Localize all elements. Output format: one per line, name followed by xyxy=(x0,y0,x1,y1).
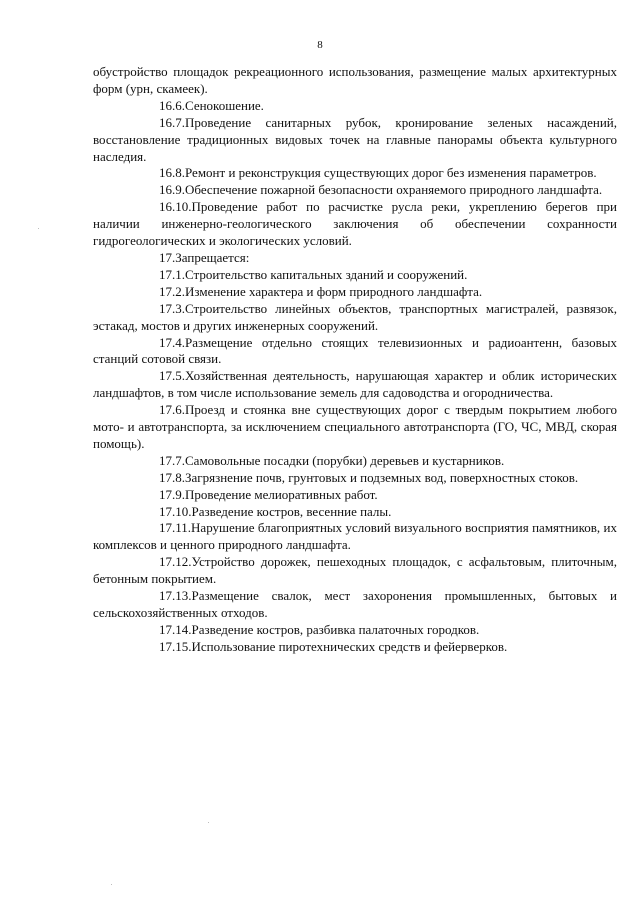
clause-text: Строительство капитальных зданий и сооружений. xyxy=(185,266,468,282)
scan-speck xyxy=(208,822,209,823)
clause-number: 16.8. xyxy=(159,165,185,181)
clause-17-14 xyxy=(93,622,617,639)
clause-number: 17.6. xyxy=(159,402,185,418)
clause-16-6 xyxy=(93,98,617,115)
clause-number: 17.14. xyxy=(159,621,192,637)
clause-number: 17.7. xyxy=(159,452,185,468)
clause-text: Разведение костров, весенние палы. xyxy=(191,503,392,519)
clause-text: Устройство дорожек, пешеходных площадок, с асфальтовым, плиточным, бетонным покрытием. xyxy=(93,554,617,587)
clause-17-10 xyxy=(93,504,617,521)
page-number: 8 xyxy=(317,39,323,51)
clause-number: 17.5. xyxy=(159,368,185,384)
paragraph-text: обустройство площадок рекреационного использования, размещение малых архитектурных форм (урн, скамеек). xyxy=(93,64,617,96)
clause-text: Размещение свалок, мест захоронения промышленных, бытовых и сельскохозяйственных отходов. xyxy=(93,588,617,620)
clause-17-7 xyxy=(93,453,617,470)
clause-number: 16.10. xyxy=(159,199,192,215)
clause-text: Сенокошение. xyxy=(185,97,264,113)
clause-17-12 xyxy=(93,554,617,588)
clause-17-5 xyxy=(93,368,617,402)
clause-17-3 xyxy=(93,301,617,335)
clause-number: 17.2. xyxy=(159,283,185,299)
clause-16-9 xyxy=(93,182,617,199)
clause-17-2 xyxy=(93,284,617,301)
clause-text: Проведение работ по расчистке русла реки, укреплению берегов при наличии инженерно-геологического заключения об обеспечении сохранности гидрогеологических и экологических условий. xyxy=(93,199,617,249)
clause-number: 17.8. xyxy=(159,469,185,485)
clause-text: Разведение костров, разбивка палаточных городков. xyxy=(191,621,480,637)
clause-text: Запрещается: xyxy=(175,249,250,265)
clause-text: Нарушение благоприятных условий визуального восприятия памятников, их комплексов и ценного природного ландшафта. xyxy=(93,520,617,553)
clause-number: 17.13. xyxy=(159,588,192,604)
clause-17-8 xyxy=(93,470,617,487)
clause-text: Проезд и стоянка вне существующих дорог с твердым покрытием любого мото- и автотранспорта, за исключением специального автотранспорта (ГО, ЧС, МВД, скорая помощь). xyxy=(93,402,617,451)
clause-number: 16.7. xyxy=(159,114,185,130)
clause-17-1 xyxy=(93,267,617,284)
clause-text: Использование пиротехнических средств и фейерверков. xyxy=(191,638,508,654)
clause-17-13 xyxy=(93,588,617,622)
clause-text: Проведение санитарных рубок, кронирование зеленых насаждений, восстановление традиционных видовых точек на главные панорамы объекта культурного наследия. xyxy=(93,114,617,164)
scan-speck xyxy=(111,884,112,885)
clause-text: Строительство линейных объектов, транспортных магистралей, развязок, эстакад, мостов и других инженерных сооружений. xyxy=(93,300,617,333)
scan-speck xyxy=(38,228,39,229)
clause-text: Загрязнение почв, грунтовых и подземных вод, поверхностных стоков. xyxy=(185,469,579,485)
clause-17 xyxy=(93,250,617,267)
clause-16-8 xyxy=(93,165,617,182)
clause-number: 17.10. xyxy=(159,503,192,519)
clause-17-4 xyxy=(93,335,617,369)
clause-text: Ремонт и реконструкция существующих дорог без изменения параметров. xyxy=(185,165,597,181)
clause-17-9 xyxy=(93,487,617,504)
clause-text: Изменение характера и форм природного ландшафта. xyxy=(185,283,483,299)
paragraph-continuation xyxy=(93,64,617,98)
clause-number: 17.12. xyxy=(159,554,192,570)
clause-number: 17.4. xyxy=(159,334,185,350)
clause-number: 16.6. xyxy=(159,97,185,113)
document-body xyxy=(93,64,617,656)
clause-text: Хозяйственная деятельность, нарушающая характер и облик исторических ландшафтов, в том числе использование земель для садоводства и огородничества. xyxy=(93,368,617,401)
clause-number: 17.11. xyxy=(159,520,192,536)
clause-16-7 xyxy=(93,115,617,166)
clause-17-6 xyxy=(93,402,617,453)
clause-17-15 xyxy=(93,639,617,656)
clause-number: 16.9. xyxy=(159,182,185,198)
clause-number: 17.9. xyxy=(159,486,185,502)
clause-17-11 xyxy=(93,520,617,554)
clause-number: 17.3. xyxy=(159,300,185,316)
clause-number: 17.15. xyxy=(159,638,192,654)
clause-text: Размещение отдельно стоящих телевизионных и радиоантенн, базовых станций сотовой связи. xyxy=(93,334,617,367)
clause-16-10 xyxy=(93,199,617,250)
clause-number: 17.1. xyxy=(159,266,185,282)
clause-number: 17. xyxy=(159,249,176,265)
clause-text: Обеспечение пожарной безопасности охраняемого природного ландшафта. xyxy=(185,182,603,198)
clause-text: Самовольные посадки (порубки) деревьев и кустарников. xyxy=(185,452,505,468)
clause-text: Проведение мелиоративных работ. xyxy=(185,486,378,502)
